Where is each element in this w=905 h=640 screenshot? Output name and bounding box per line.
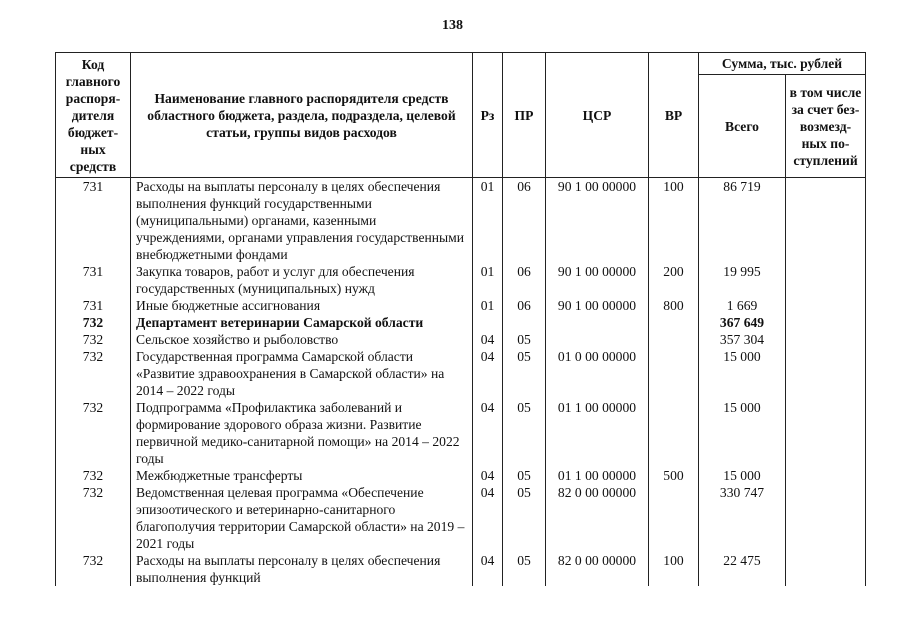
header-free: в том числе за счет без-возмезд-ных по-ступлений (786, 75, 866, 178)
cell-name: Подпрограмма «Профилактика заболеваний и формирование здорового образа жизни. Развитие первичной медико-санитарной помощи» на 2014 – 2022 годы (131, 399, 473, 467)
budget-table (55, 52, 866, 586)
cell-total: 330 747 (699, 484, 786, 552)
cell-code: 731 (56, 297, 131, 314)
cell-total: 357 304 (699, 331, 786, 348)
header-sum-group: Сумма, тыс. рублей (699, 53, 866, 75)
cell-vr: 200 (649, 263, 699, 297)
cell-csr: 82 0 00 00000 (546, 552, 649, 586)
table-row (56, 297, 866, 314)
cell-name: Расходы на выплаты персоналу в целях обеспечения выполнения функций государственными (муниципальными) органами, казенными учреждениями, органами управления государственными внебюджетными фондами (131, 178, 473, 264)
cell-rz: 01 (473, 297, 503, 314)
cell-vr (649, 314, 699, 331)
cell-total: 15 000 (699, 399, 786, 467)
cell-free (786, 314, 866, 331)
cell-total: 86 719 (699, 178, 786, 264)
cell-name: Ведомственная целевая программа «Обеспечение эпизоотического и ветеринарно-санитарного благополучия территории Самарской области» на 2019 – 2021 годы (131, 484, 473, 552)
cell-rz: 04 (473, 484, 503, 552)
cell-total: 367 649 (699, 314, 786, 331)
header-code: Код главного распоря-дителя бюджет-ных средств (56, 53, 131, 178)
cell-csr: 90 1 00 00000 (546, 297, 649, 314)
table-row (56, 552, 866, 586)
header-vr: ВР (649, 53, 699, 178)
table-header (56, 53, 866, 178)
table-row (56, 467, 866, 484)
cell-vr (649, 348, 699, 399)
table-row (56, 178, 866, 264)
cell-free (786, 467, 866, 484)
cell-pr: 05 (503, 399, 546, 467)
cell-vr (649, 399, 699, 467)
cell-code: 732 (56, 348, 131, 399)
cell-name: Департамент ветеринарии Самарской области (131, 314, 473, 331)
cell-rz: 01 (473, 178, 503, 264)
cell-code: 732 (56, 484, 131, 552)
cell-vr: 100 (649, 552, 699, 586)
cell-total: 19 995 (699, 263, 786, 297)
page-number: 138 (442, 18, 463, 33)
cell-name: Государственная программа Самарской области «Развитие здравоохранения в Самарской области» на 2014 – 2022 годы (131, 348, 473, 399)
table-row (56, 484, 866, 552)
cell-pr: 05 (503, 467, 546, 484)
cell-vr: 800 (649, 297, 699, 314)
cell-pr: 05 (503, 331, 546, 348)
cell-vr: 500 (649, 467, 699, 484)
cell-rz (473, 314, 503, 331)
cell-rz: 04 (473, 331, 503, 348)
cell-pr: 06 (503, 297, 546, 314)
table-row (56, 348, 866, 399)
cell-rz: 04 (473, 348, 503, 399)
cell-csr: 01 1 00 00000 (546, 399, 649, 467)
cell-rz: 04 (473, 552, 503, 586)
cell-name: Межбюджетные трансферты (131, 467, 473, 484)
header-csr: ЦСР (546, 53, 649, 178)
cell-pr: 05 (503, 552, 546, 586)
cell-vr: 100 (649, 178, 699, 264)
cell-free (786, 348, 866, 399)
cell-csr (546, 331, 649, 348)
table-row (56, 314, 866, 331)
cell-csr: 90 1 00 00000 (546, 178, 649, 264)
header-total: Всего (699, 75, 786, 178)
table-body (56, 178, 866, 587)
cell-rz: 01 (473, 263, 503, 297)
cell-code: 732 (56, 331, 131, 348)
header-name: Наименование главного распорядителя средств областного бюджета, раздела, подраздела, целевой статьи, группы видов расходов (131, 53, 473, 178)
cell-free (786, 263, 866, 297)
header-rz: Рз (473, 53, 503, 178)
cell-free (786, 297, 866, 314)
cell-free (786, 399, 866, 467)
cell-total: 15 000 (699, 348, 786, 399)
cell-name: Расходы на выплаты персоналу в целях обеспечения выполнения функций (131, 552, 473, 586)
header-pr: ПР (503, 53, 546, 178)
cell-pr: 05 (503, 484, 546, 552)
cell-free (786, 484, 866, 552)
cell-total: 22 475 (699, 552, 786, 586)
table-row (56, 263, 866, 297)
cell-code: 732 (56, 399, 131, 467)
cell-free (786, 552, 866, 586)
cell-name: Закупка товаров, работ и услуг для обеспечения государственных (муниципальных) нужд (131, 263, 473, 297)
cell-csr: 82 0 00 00000 (546, 484, 649, 552)
table-row (56, 399, 866, 467)
cell-code: 732 (56, 552, 131, 586)
cell-csr: 90 1 00 00000 (546, 263, 649, 297)
cell-code: 732 (56, 314, 131, 331)
cell-total: 15 000 (699, 467, 786, 484)
cell-csr (546, 314, 649, 331)
cell-name: Иные бюджетные ассигнования (131, 297, 473, 314)
cell-pr: 06 (503, 178, 546, 264)
cell-csr: 01 1 00 00000 (546, 467, 649, 484)
cell-rz: 04 (473, 467, 503, 484)
cell-rz: 04 (473, 399, 503, 467)
table-row (56, 331, 866, 348)
cell-code: 731 (56, 178, 131, 264)
cell-vr (649, 331, 699, 348)
cell-free (786, 178, 866, 264)
cell-pr: 06 (503, 263, 546, 297)
cell-pr: 05 (503, 348, 546, 399)
cell-total: 1 669 (699, 297, 786, 314)
cell-pr (503, 314, 546, 331)
cell-vr (649, 484, 699, 552)
cell-code: 731 (56, 263, 131, 297)
cell-csr: 01 0 00 00000 (546, 348, 649, 399)
cell-name: Сельское хозяйство и рыболовство (131, 331, 473, 348)
cell-code: 732 (56, 467, 131, 484)
cell-free (786, 331, 866, 348)
